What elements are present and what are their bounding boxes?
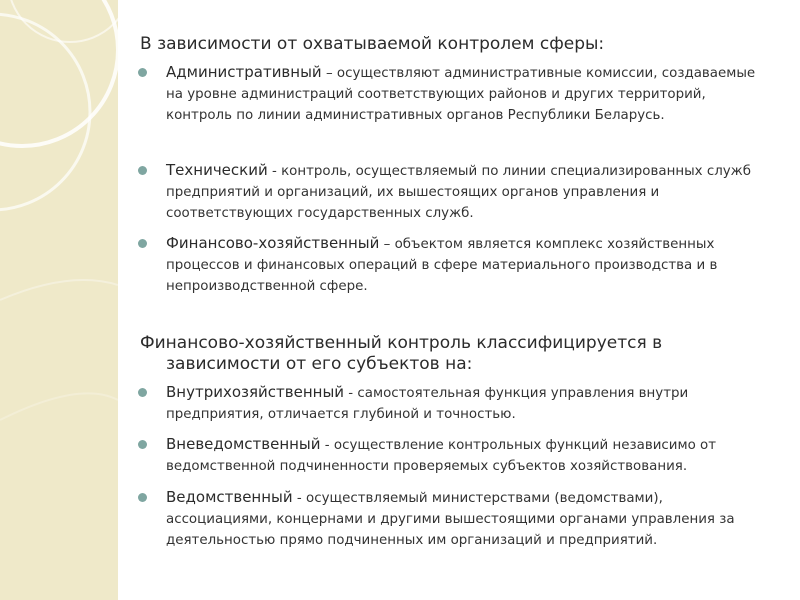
bullet-dot-icon bbox=[138, 68, 147, 77]
list-item-text: осуществляют административные комиссии, создаваемые на уровне администраций соответствующих районов и других территорий, контроль по линии административных органов Республики Беларусь. bbox=[166, 66, 756, 123]
list-item-departmental bbox=[166, 487, 766, 551]
list-item-text: осуществление контрольных функций независимо от ведомственной подчиненности проверяемых субъектов хозяйствования. bbox=[166, 438, 717, 474]
list-item-separator: - bbox=[292, 491, 307, 506]
list-item-separator: – bbox=[379, 237, 395, 252]
list-item-term: Административный bbox=[166, 63, 322, 81]
list-item-separator: - bbox=[344, 386, 358, 401]
list-item-term: Ведомственный bbox=[166, 488, 293, 506]
decorative-sidebar bbox=[0, 0, 118, 600]
list-item-separator: - bbox=[320, 438, 334, 453]
bullet-dot-icon bbox=[138, 493, 147, 502]
list-item-text: контроль, осуществляемый по линии специализированных служб предприятий и организаций, их вышестоящих органов управления и соответствующих государственных служб. bbox=[166, 164, 752, 221]
list-item-technical bbox=[166, 160, 766, 224]
list-item-text: осуществляемый министерствами (ведомствами), ассоциациями, концернами и другими вышестоящими органами управления за деятельностью прямо подчиненных им организаций и предприятий. bbox=[166, 491, 735, 548]
bullet-dot-icon bbox=[138, 239, 147, 248]
list-item-separator: – bbox=[321, 66, 337, 81]
bullet-dot-icon bbox=[138, 388, 147, 397]
section-heading-subjects-line2: зависимости от его субъектов на: bbox=[166, 354, 473, 374]
section-heading-scope: В зависимости от охватываемой контролем сферы: bbox=[140, 34, 605, 54]
slide-content bbox=[118, 0, 800, 600]
decorative-rings-graphic bbox=[0, 0, 118, 600]
list-item-internal bbox=[166, 382, 766, 425]
list-item-financial-economic bbox=[166, 233, 766, 297]
bullet-dot-icon bbox=[138, 440, 147, 449]
list-item-text: самостоятельная функция управления внутри предприятия, отличается глубиной и точностью. bbox=[166, 386, 689, 422]
list-item-term: Технический bbox=[166, 161, 268, 179]
list-item-term: Вневедомственный bbox=[166, 435, 321, 453]
list-item-term: Финансово-хозяйственный bbox=[166, 234, 380, 252]
list-item-extradepartmental bbox=[166, 434, 766, 477]
list-item-administrative bbox=[166, 62, 766, 126]
list-item-term: Внутрихозяйственный bbox=[166, 383, 345, 401]
bullet-dot-icon bbox=[138, 166, 147, 175]
section-heading-subjects-line1: Финансово-хозяйственный контроль классифицируется в bbox=[140, 333, 663, 353]
list-item-text: объектом является комплекс хозяйственных процессов и финансовых операций в сфере материального производства и в непроизводственной сфере. bbox=[166, 237, 718, 294]
list-item-separator: - bbox=[267, 164, 282, 179]
